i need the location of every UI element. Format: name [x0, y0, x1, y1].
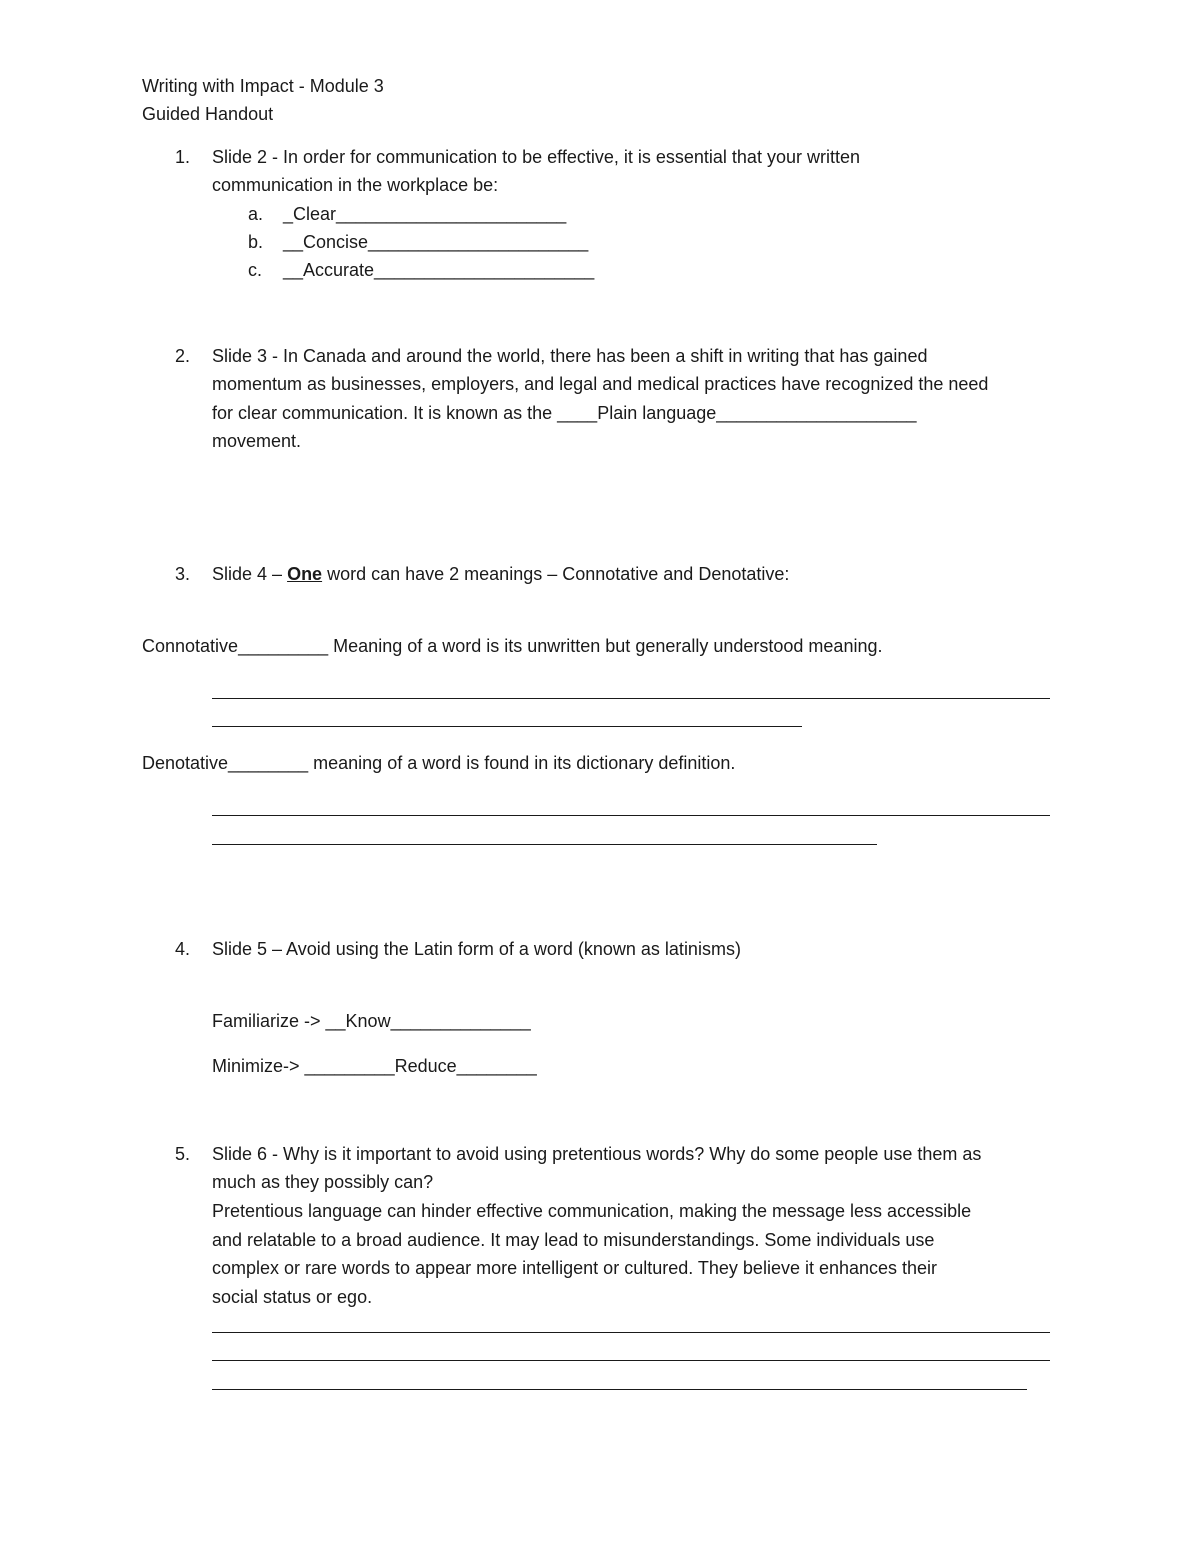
latinism-familiarize: Familiarize -> __Know______________	[212, 1011, 531, 1031]
question-2-text-line-3: for clear communication. It is known as the ____Plain language____________________	[212, 403, 917, 423]
question-5-answer-line-3: complex or rare words to appear more intelligent or cultured. They believe it enhances their	[212, 1258, 938, 1278]
denotative-definition: Denotative________ meaning of a word is found in its dictionary definition.	[142, 753, 736, 773]
question-4-number: 4.	[175, 939, 191, 959]
q1-item-a-letter: a.	[248, 204, 264, 224]
question-3-prefix: Slide 4 –	[212, 564, 288, 584]
question-5-number: 5.	[175, 1144, 191, 1164]
q1-item-b-letter: b.	[248, 232, 264, 252]
document-title: Writing with Impact - Module 3	[142, 76, 384, 96]
latinism-minimize: Minimize-> _________Reduce________	[212, 1056, 537, 1076]
connotative-definition: Connotative_________ Meaning of a word is its unwritten but generally understood meaning.	[142, 636, 883, 656]
question-3-emphasis: One	[287, 564, 323, 584]
q1-item-a-answer: _Clear_______________________	[283, 204, 567, 224]
question-3-text	[212, 563, 789, 585]
question-5-text-line-1: Slide 6 - Why is it important to avoid using pretentious words? Why do some people use them as	[212, 1144, 982, 1164]
question-2-text-line-2: momentum as businesses, employers, and legal and medical practices have recognized the need	[212, 374, 989, 394]
question-1-text-line-1: Slide 2 - In order for communication to be effective, it is essential that your written	[212, 147, 860, 167]
question-3-suffix: word can have 2 meanings – Connotative and Denotative:	[322, 564, 790, 584]
question-5-answer-line-4: social status or ego.	[212, 1287, 373, 1307]
question-3-number: 3.	[175, 564, 191, 584]
question-2-number: 2.	[175, 346, 191, 366]
answer-blank-line	[212, 726, 802, 727]
document-subtitle: Guided Handout	[142, 104, 274, 124]
question-2-text-line-4: movement.	[212, 431, 302, 451]
answer-blank-line	[212, 1360, 1050, 1361]
question-4-text: Slide 5 – Avoid using the Latin form of a word (known as latinisms)	[212, 939, 741, 959]
q1-item-b-answer: __Concise______________________	[283, 232, 589, 252]
q1-item-c-answer: __Accurate______________________	[283, 260, 595, 280]
answer-blank-line	[212, 698, 1050, 699]
question-2-text-line-1: Slide 3 - In Canada and around the world, there has been a shift in writing that has gained	[212, 346, 928, 366]
answer-blank-line	[212, 1332, 1050, 1333]
question-1-text-line-2: communication in the workplace be:	[212, 175, 499, 195]
q1-item-c-letter: c.	[248, 260, 263, 280]
question-5-answer-line-1: Pretentious language can hinder effective communication, making the message less accessible	[212, 1201, 972, 1221]
answer-blank-line	[212, 1389, 1027, 1390]
question-5-answer-line-2: and relatable to a broad audience. It may lead to misunderstandings. Some individuals use	[212, 1230, 935, 1250]
answer-blank-line	[212, 844, 877, 845]
question-5-text-line-2: much as they possibly can?	[212, 1172, 434, 1192]
question-1-number: 1.	[175, 147, 191, 167]
answer-blank-line	[212, 815, 1050, 816]
